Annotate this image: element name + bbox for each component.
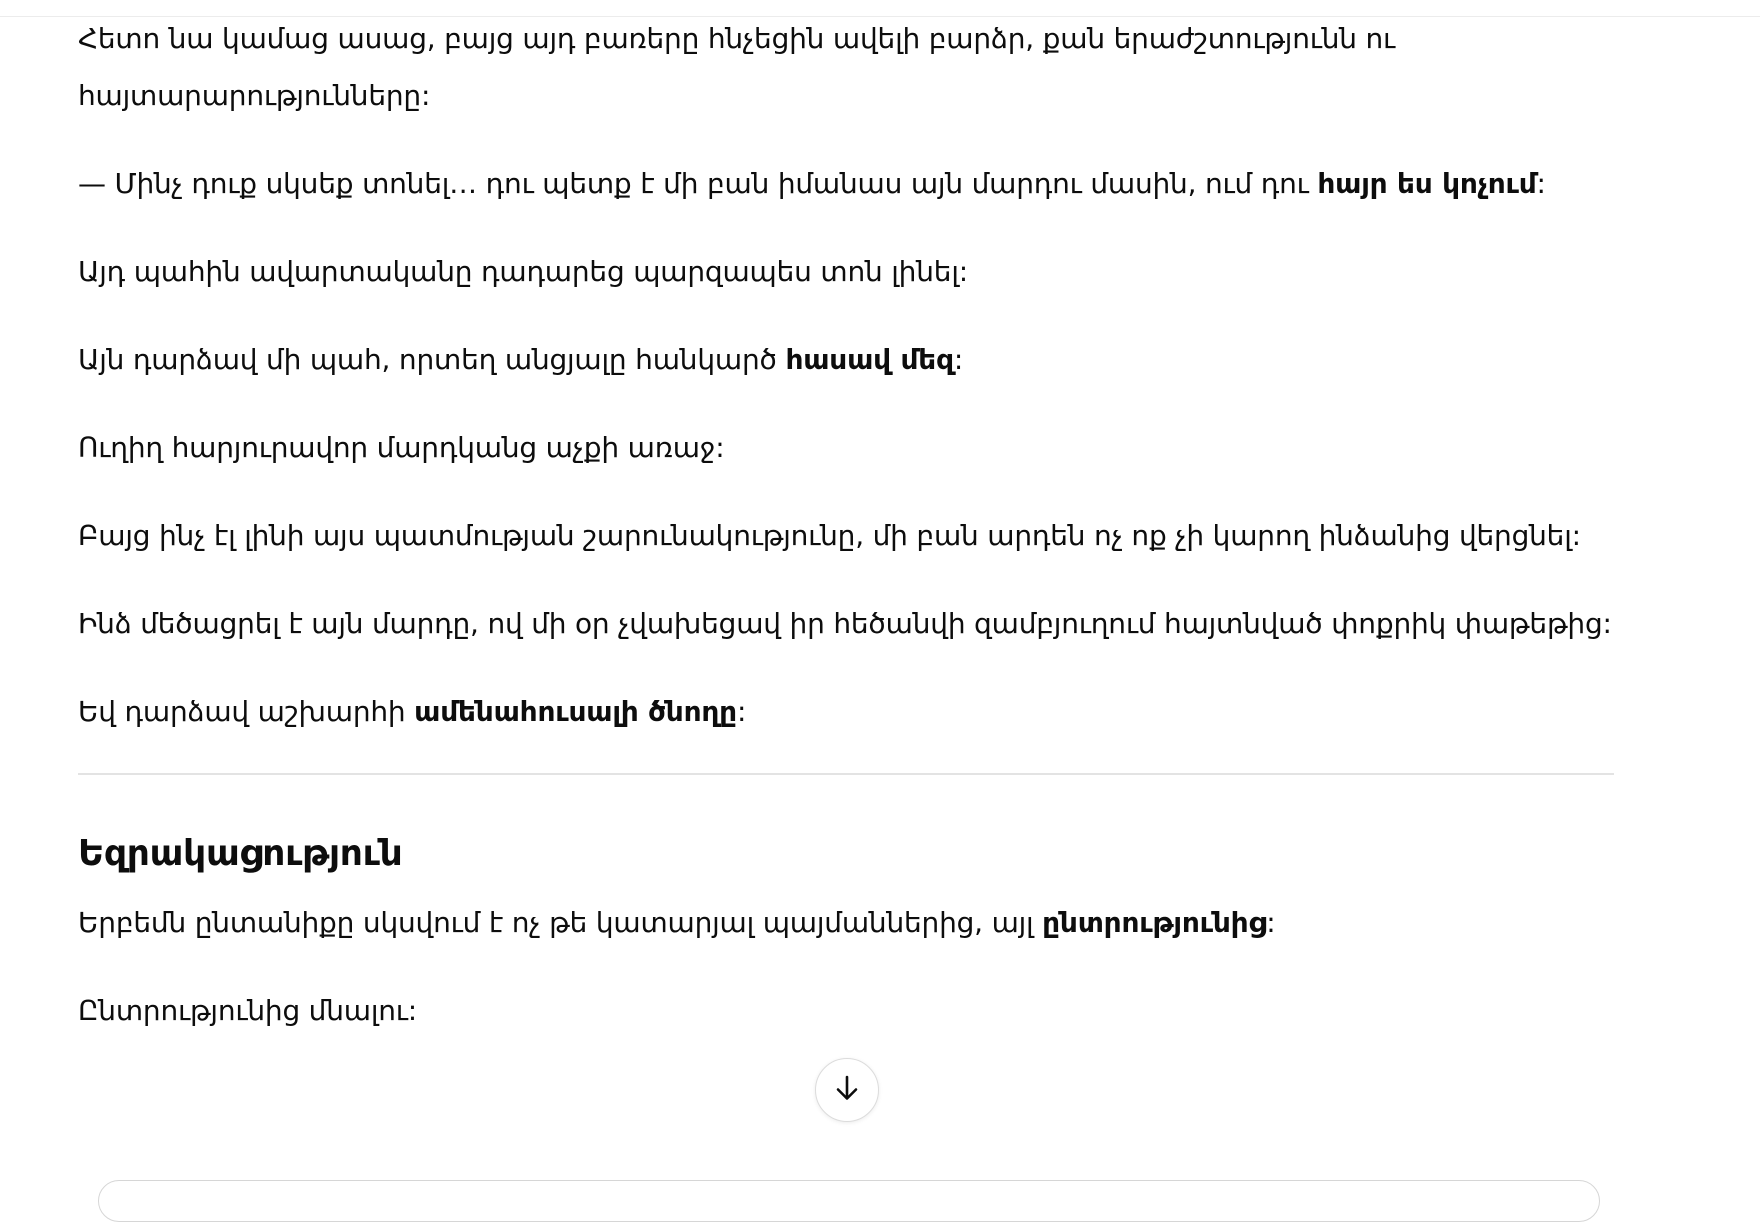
paragraph-text: Եվ դարձավ աշխարհի xyxy=(78,695,415,728)
bold-text: ընտրությունից xyxy=(1042,906,1267,939)
paragraph-text: Երբեմն ընտանիքը սկսվում է ոչ թե կատարյալ պայմաններից, այլ xyxy=(78,906,1043,939)
paragraph-punct: : xyxy=(1536,167,1546,200)
paragraph-text: — Մինչ դուք սկսեք տոնել… դու պետք է մի բան իմանաս այն մարդու մասին, ում դու xyxy=(78,167,1318,200)
paragraph: Ուղիղ հարյուրավոր մարդկանց աչքի առաջ: xyxy=(78,431,725,464)
paragraph xyxy=(78,155,1618,212)
message-composer[interactable] xyxy=(98,1180,1600,1222)
paragraph: Ինձ մեծացրել է այն մարդը, ով մի օր չվախեցավ իր հեծանվի զամբյուղում հայտնված փոքրիկ փաթեթից: xyxy=(78,607,1612,640)
message-content xyxy=(78,10,1618,1070)
paragraph-text: Այն դարձավ մի պահ, որտեղ անցյալը հանկարծ xyxy=(78,343,786,376)
scroll-to-bottom-button[interactable] xyxy=(815,1058,879,1122)
paragraph xyxy=(78,894,1618,951)
conclusion-heading: Եզրակացություն xyxy=(78,833,403,874)
paragraph xyxy=(78,683,1618,740)
paragraph: Ընտրությունից մնալու: xyxy=(78,994,417,1027)
bold-text: ամենահուսալի ծնողը xyxy=(414,695,737,728)
bold-text: հասավ մեզ xyxy=(785,343,954,376)
section-divider xyxy=(78,773,1614,775)
bold-text: հայր ես կոչում xyxy=(1317,167,1537,200)
paragraph-punct: : xyxy=(953,343,964,376)
paragraph: Այդ պահին ավարտականը դադարեց պարզապես տոն լինել: xyxy=(78,255,968,288)
paragraph: Հետո նա կամաց ասաց, բայց այդ բառերը հնչեցին ավելի բարձր, քան երաժշտությունն ու հայտարարությունները: xyxy=(78,22,1396,112)
arrow-down-icon xyxy=(830,1071,864,1109)
paragraph: Բայց ինչ էլ լինի այս պատմության շարունակությունը, մի բան արդեն ոչ ոք չի կարող ինձանից վերցնել: xyxy=(78,519,1581,552)
paragraph-punct: : xyxy=(736,695,747,728)
paragraph-punct: : xyxy=(1266,906,1276,939)
paragraph xyxy=(78,331,1618,388)
